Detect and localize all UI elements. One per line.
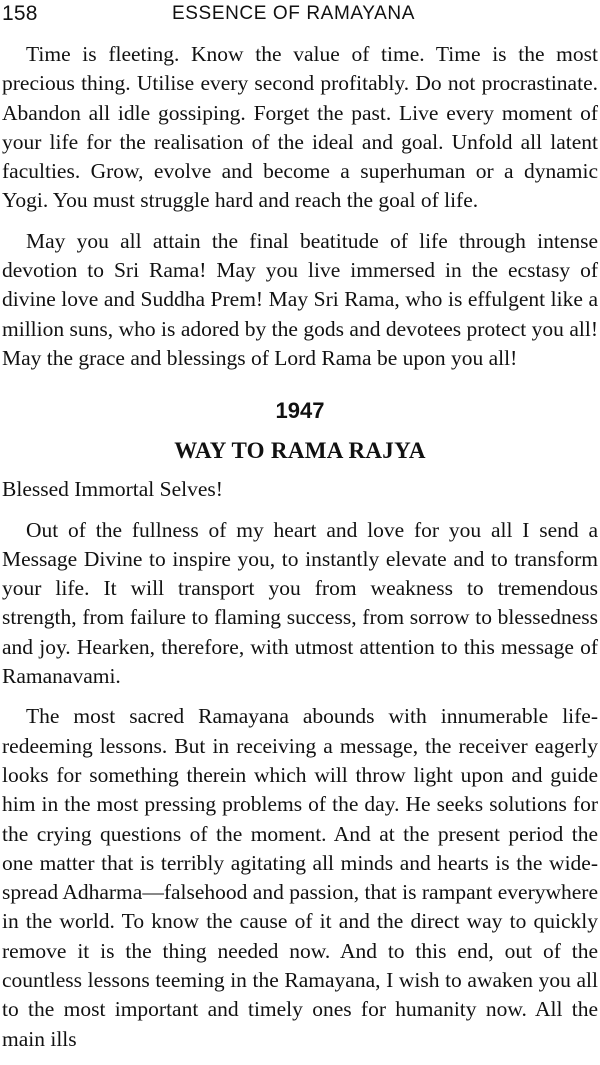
paragraph-time-is-fleeting: Time is fleeting. Know the value of time. Time is the most precious thing. Utilise every second profitably. Do not procrastinate. Abandon all idle gossiping. Forget the past. Live every moment of your life for the realisation of the ideal and goal. Unfold all latent faculties. Grow, evolve and become a superhuman or a dynamic Yogi. You must struggle hard and reach the goal of life. [2, 42, 598, 213]
section-year: 1947 [275, 398, 325, 424]
running-head [2, 0, 598, 28]
paragraph-ramayana-lessons: The most sacred Ramayana abounds with innumerable life-redeeming lessons. But in receiving a message, the receiver eagerly looks for something therein which will throw light upon and guide him in the most pressing problems of the day. He seeks solutions for the crying questions of the moment. And at the present period the one matter that is terribly agitating all minds and hearts is the wide-spread Adharma—falsehood and passion, that is rampant everywhere in the world. To know the cause of it and the direct way to quickly remove it is the thing needed now. And to this end, out of the countless lessons teeming in the Ramayana, I wish to awaken you all to the most important and timely ones for humanity now. All the main ills [2, 704, 598, 1051]
salutation: Blessed Immortal Selves! [2, 477, 223, 502]
paragraph-message-divine: Out of the fullness of my heart and love for you all I send a Message Divine to inspire you, to instantly elevate and to transform your life. It will transport you from weakness to tremendous strength, from failure to flaming success, from sorrow to blessedness and joy. Hearken, therefore, with utmost attention to this message of Ramanavami. [2, 517, 598, 689]
body-text [2, 40, 598, 1065]
section-title: WAY TO RAMA RAJYA [174, 438, 426, 464]
page-number: 158 [2, 2, 38, 25]
book-title: ESSENCE OF RAMAYANA [172, 3, 415, 24]
paragraph-blessing: May you all attain the final beatitude of life through intense devotion to Sri Rama! May you live immersed in the ecstasy of divine love and Suddha Prem! May Sri Rama, who is effulgent like a million suns, who is adored by the gods and devotees protect you all! May the grace and blessings of Lord Rama be upon you all! [2, 228, 598, 370]
